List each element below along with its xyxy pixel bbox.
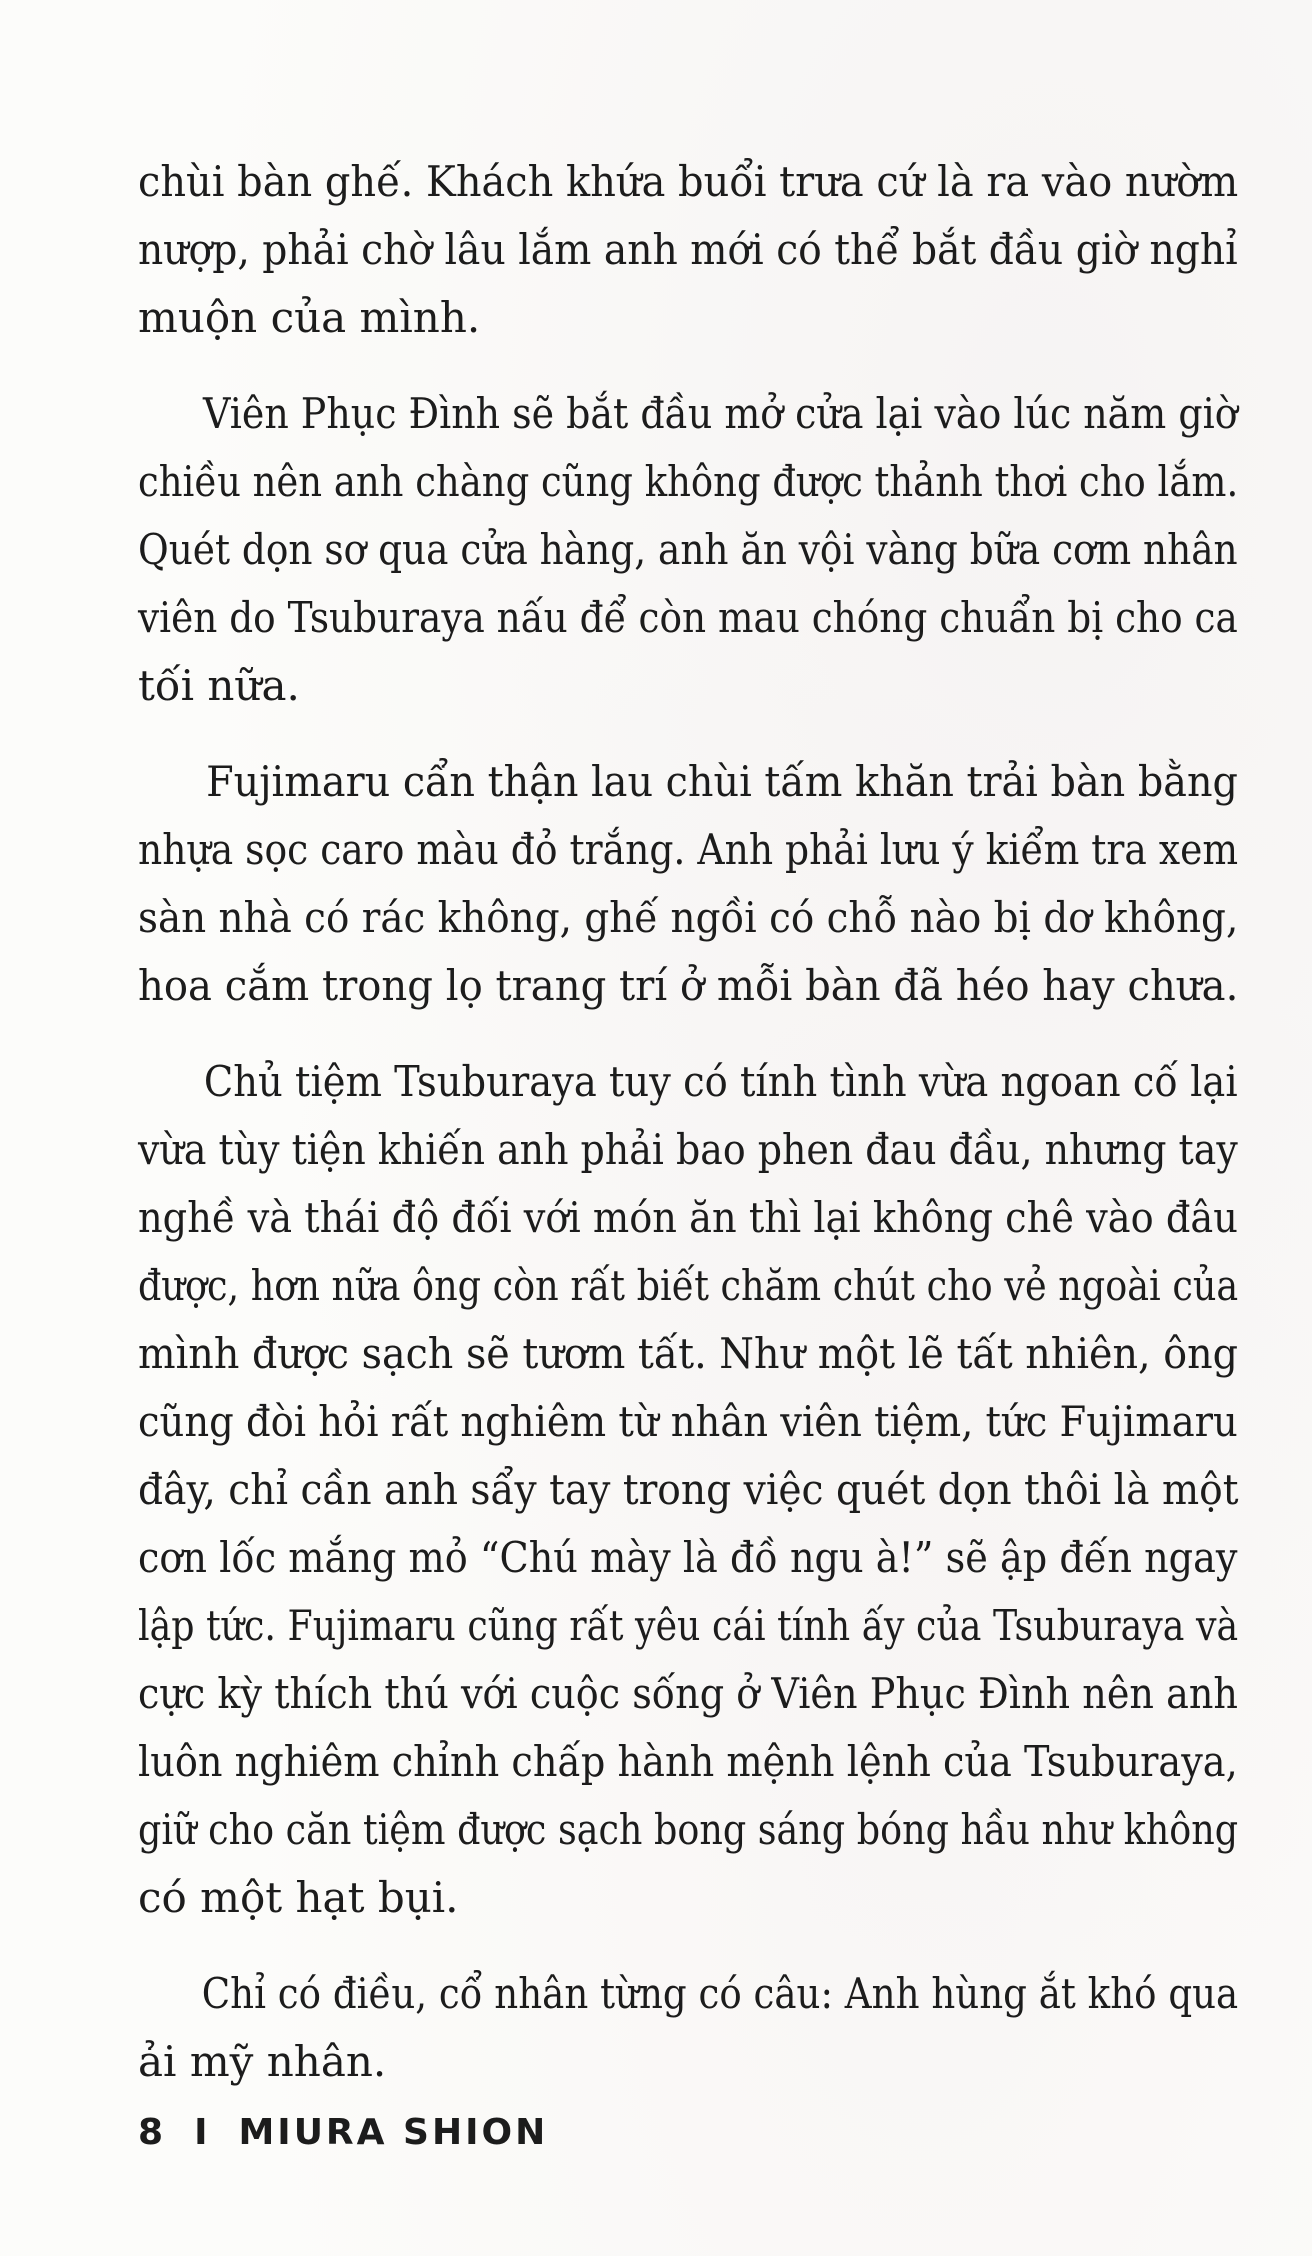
text-line: có một hạt bụi. [138, 1873, 459, 1922]
text-line: nhựa sọc caro màu đỏ trắng. Anh phải lưu ý kiểm tra xem [138, 825, 1239, 874]
author-name: MIURA SHION [238, 2112, 549, 2153]
paragraph [138, 148, 1238, 352]
text-line: luôn nghiêm chỉnh chấp hành mệnh lệnh của Tsuburaya, [138, 1737, 1238, 1786]
text-line: mình được sạch sẽ tươm tất. Như một lẽ tất nhiên, ông [138, 1329, 1239, 1378]
text-line: Fujimaru cẩn thận lau chùi tấm khăn trải bàn bằng [206, 757, 1238, 806]
text-line: giữ cho căn tiệm được sạch bong sáng bóng hầu như không [138, 1805, 1239, 1854]
text-line: cũng đòi hỏi rất nghiêm từ nhân viên tiệm, tức Fujimaru [138, 1397, 1238, 1446]
text-line: chùi bàn ghế. Khách khứa buổi trưa cứ là ra vào nườm [138, 157, 1239, 206]
text-line: được, hơn nữa ông còn rất biết chăm chút cho vẻ ngoài của [138, 1261, 1239, 1310]
text-line: cơn lốc mắng mỏ “Chú mày là đồ ngu à!” sẽ ập đến ngay [138, 1533, 1238, 1582]
text-line: cực kỳ thích thú với cuộc sống ở Viên Phục Đình nên anh [138, 1669, 1238, 1718]
text-line: nượp, phải chờ lâu lắm anh mới có thể bắt đầu giờ nghỉ [138, 225, 1238, 274]
text-line: muộn của mình. [138, 293, 481, 342]
text-line: Quét dọn sơ qua cửa hàng, anh ăn vội vàng bữa cơm nhân [138, 525, 1238, 574]
text-line: viên do Tsuburaya nấu để còn mau chóng chuẩn bị cho ca [138, 593, 1238, 642]
text-line: sàn nhà có rác không, ghế ngồi có chỗ nào bị dơ không, [138, 893, 1239, 942]
text-line: chiều nên anh chàng cũng không được thảnh thơi cho lắm. [138, 457, 1239, 506]
text-line: vừa tùy tiện khiến anh phải bao phen đau đầu, nhưng tay [138, 1125, 1238, 1174]
footer-separator: I [194, 2112, 211, 2153]
text-line: hoa cắm trong lọ trang trí ở mỗi bàn đã héo hay chưa. [138, 961, 1239, 1010]
page-body-text [138, 148, 1238, 2124]
text-line: Viên Phục Đình sẽ bắt đầu mở cửa lại vào lúc năm giờ [203, 389, 1238, 438]
text-line: nghề và thái độ đối với món ăn thì lại không chê vào đâu [138, 1193, 1238, 1242]
text-line: Chỉ có điều, cổ nhân từng có câu: Anh hùng ắt khó qua [201, 1969, 1239, 2018]
text-line: tối nữa. [138, 661, 300, 710]
text-line: đây, chỉ cần anh sẩy tay trong việc quét dọn thôi là một [138, 1465, 1239, 1514]
paragraph [138, 380, 1238, 720]
paragraph [138, 1960, 1238, 2096]
page-footer [138, 2112, 548, 2153]
paragraph [138, 748, 1238, 1020]
page-number: 8 [138, 2112, 167, 2153]
text-line: lập tức. Fujimaru cũng rất yêu cái tính ấy của Tsuburaya và [138, 1601, 1239, 1650]
text-line: ải mỹ nhân. [138, 2037, 387, 2086]
text-line: Chủ tiệm Tsuburaya tuy có tính tình vừa ngoan cố lại [203, 1057, 1238, 1106]
paragraph [138, 1048, 1238, 1932]
